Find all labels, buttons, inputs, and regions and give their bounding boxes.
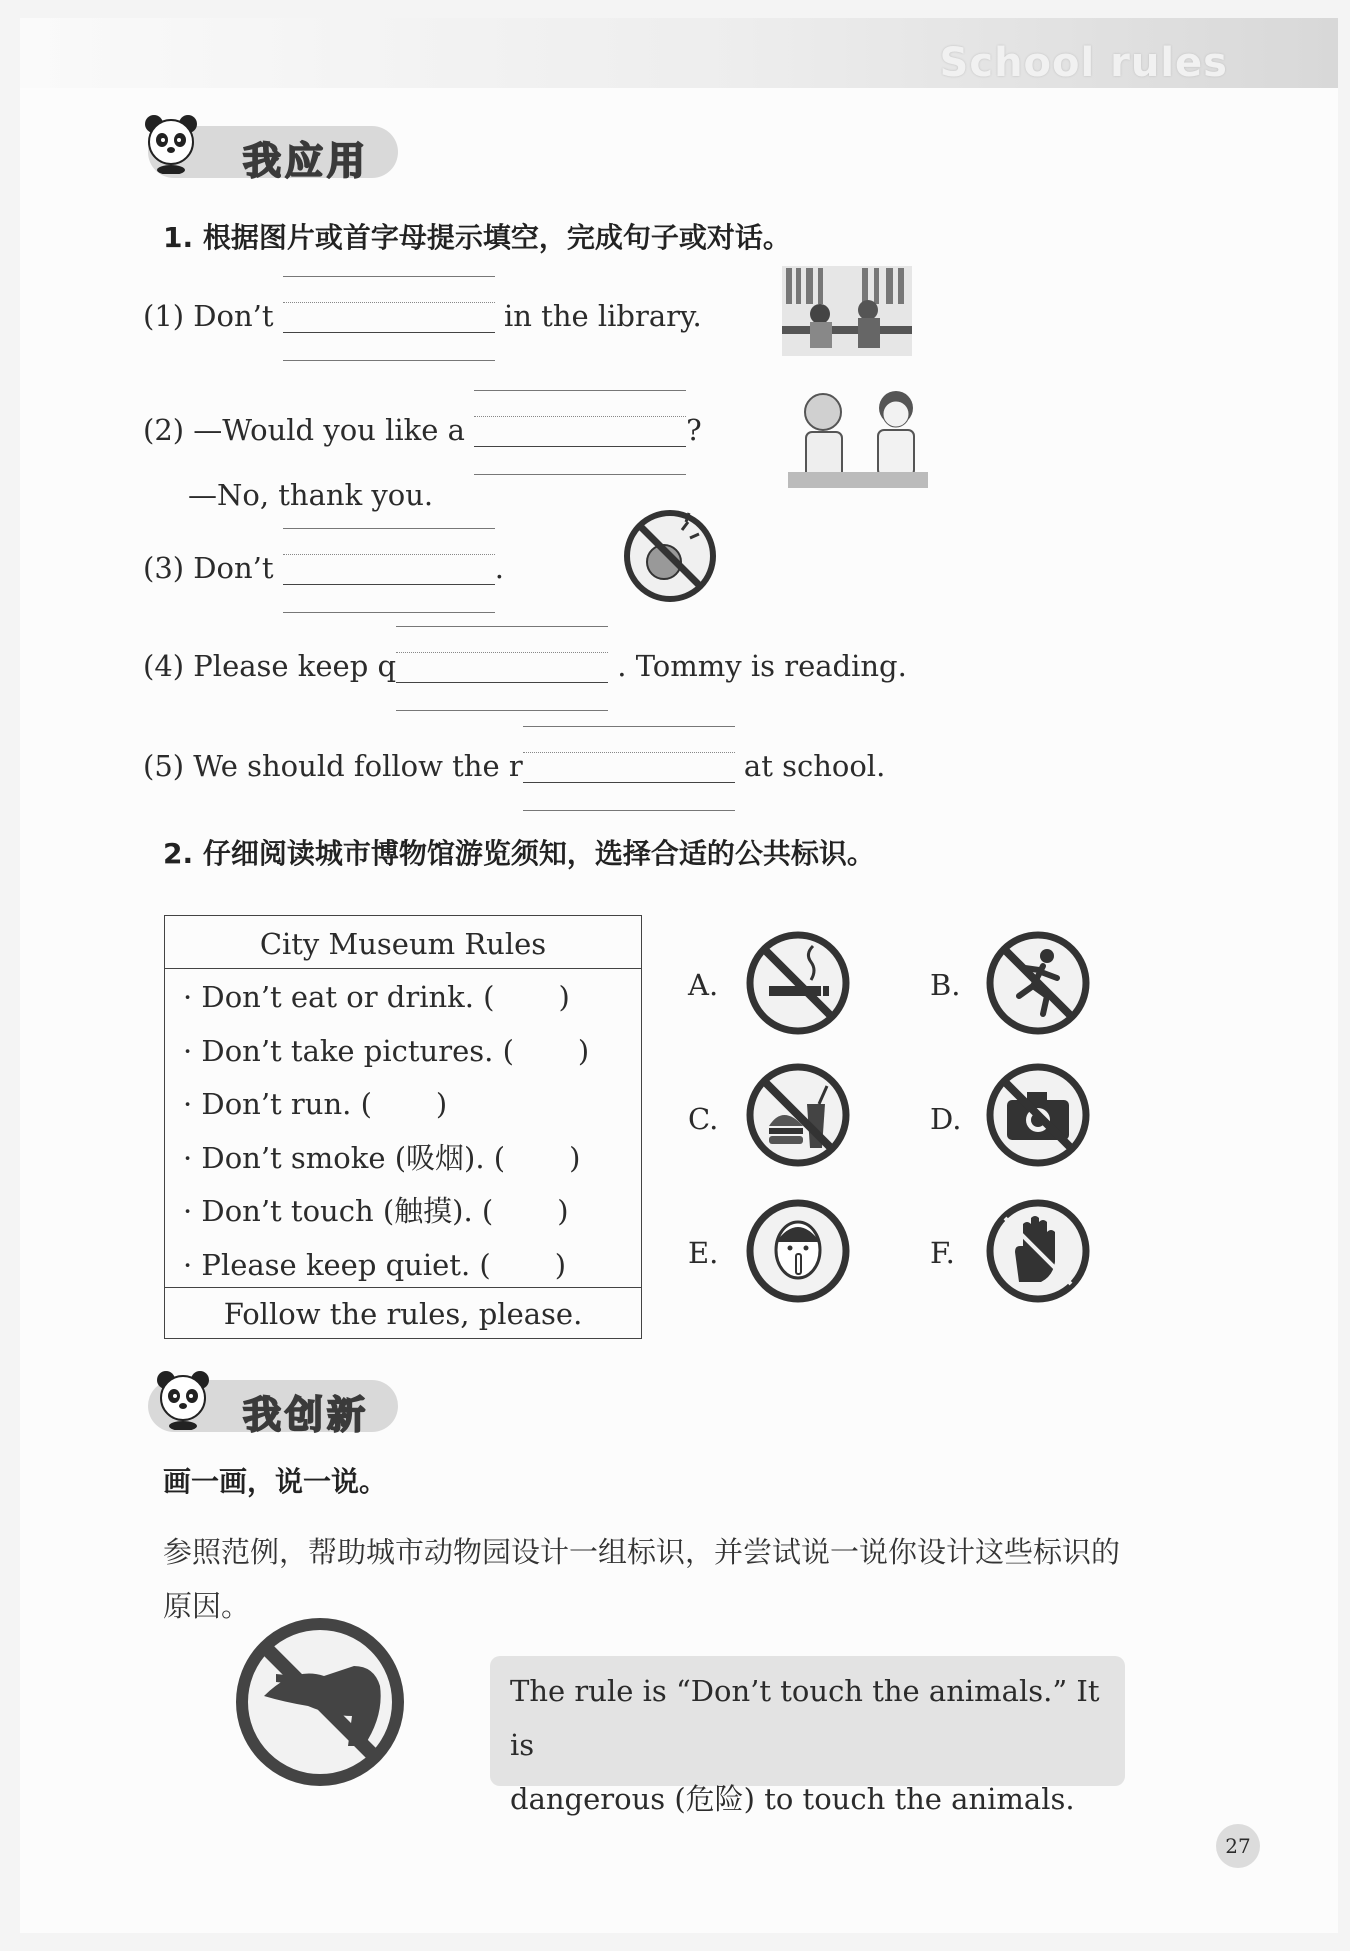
q1-item-2-reply: —No, thank you. [188,478,434,512]
panda-icon [152,1368,214,1430]
library-picture [782,266,912,356]
rule-item [165,1023,641,1077]
section-badge-apply [148,126,398,183]
answer-blank-5[interactable] [523,746,735,776]
section-title-create: 我创新 [243,1393,370,1437]
q1-item-1 [143,296,702,333]
example-line-1: The rule is “Don’t touch the animals.” It is [510,1674,1100,1762]
q1-item-3 [143,548,504,585]
no-running-icon [983,928,1093,1038]
example-line-2: dangerous (危险) to touch the animals. [510,1782,1075,1816]
no-food-drink-icon [743,1060,853,1170]
q1-item-5 [143,746,885,783]
museum-rules-table [164,915,642,1339]
answer-blank-3[interactable] [283,548,495,578]
q1-item-3-suffix: . [494,551,504,585]
q1-item-5-prompt: (5) We should follow the r [143,749,523,783]
rule-item [165,1237,641,1291]
rule-item [165,1183,641,1237]
create-instruction-line-1: 参照范例，帮助城市动物园设计一组标识，并尝试说一说你设计这些标识的 [163,1535,1121,1569]
offering-food-picture [788,382,928,492]
rule-text: · Don’t run. ( [183,1087,372,1121]
question-2-title: 2. 仔细阅读城市博物馆游览须知，选择合适的公共标识。 [163,837,875,870]
rule-paren-close: ) [558,980,570,1014]
no-touching-animals-icon [234,1616,406,1788]
rule-paren-close: ) [435,1087,448,1121]
section-title-apply: 我应用 [243,139,370,183]
example-text [510,1664,1125,1826]
rule-item [165,1076,641,1130]
sign-label-f: F. [930,1236,955,1270]
no-shouting-sign-icon [622,508,718,604]
rule-paren-close: ) [557,1194,569,1228]
q1-item-4 [143,646,907,683]
rule-text: · Don’t touch (触摸). ( [183,1194,494,1228]
no-camera-icon [983,1060,1093,1170]
header-band [20,18,1338,88]
page-number: 27 [1216,1824,1260,1868]
answer-blank-1[interactable] [283,296,495,326]
rule-text: · Please keep quiet. ( [183,1247,491,1282]
sign-label-d: D. [930,1102,962,1136]
create-subtitle: 画一画，说一说。 [163,1465,388,1498]
answer-blank-4[interactable] [396,646,608,676]
question-1-title: 1. 根据图片或首字母提示填空，完成句子或对话。 [163,221,791,254]
q1-item-4-suffix: . Tommy is reading. [617,649,907,683]
q1-item-4-prompt: (4) Please keep q [143,649,397,683]
q1-item-5-suffix: at school. [743,749,886,783]
no-touching-icon [983,1196,1093,1306]
q1-item-2-prompt: (2) —Would you like a [143,413,465,447]
sign-label-e: E. [688,1236,719,1270]
rule-item [165,969,641,1023]
rules-table-footer: Follow the rules, please. [165,1287,641,1338]
sign-label-a: A. [688,968,719,1002]
q1-item-2 [143,410,702,447]
panda-icon [140,112,202,174]
keep-quiet-icon [743,1196,853,1306]
q1-item-2-suffix: ? [686,413,702,447]
answer-blank-2[interactable] [474,410,686,440]
unit-title: School rules [939,40,1228,86]
section-badge-create [148,1380,398,1437]
rule-paren-close: ) [569,1140,581,1175]
rule-text: · Don’t take pictures. ( [183,1033,514,1068]
q1-item-1-prompt: (1) Don’t [143,299,274,333]
sign-label-b: B. [930,968,961,1002]
q1-item-3-prompt: (3) Don’t [143,551,274,585]
workbook-page [20,18,1338,1933]
rules-table-header: City Museum Rules [165,916,641,969]
rule-paren-close: ) [577,1033,590,1068]
create-instruction-line-2: 原因。 [163,1589,251,1623]
q1-item-1-suffix: in the library. [504,299,702,333]
rule-text: · Don’t eat or drink. ( [183,980,495,1014]
example-speech-box [490,1656,1125,1816]
rule-item [165,1130,641,1184]
sign-label-c: C. [688,1102,719,1136]
rule-paren-close: ) [554,1247,567,1282]
no-smoking-icon [743,928,853,1038]
rule-text: · Don’t smoke (吸烟). ( [183,1140,506,1175]
